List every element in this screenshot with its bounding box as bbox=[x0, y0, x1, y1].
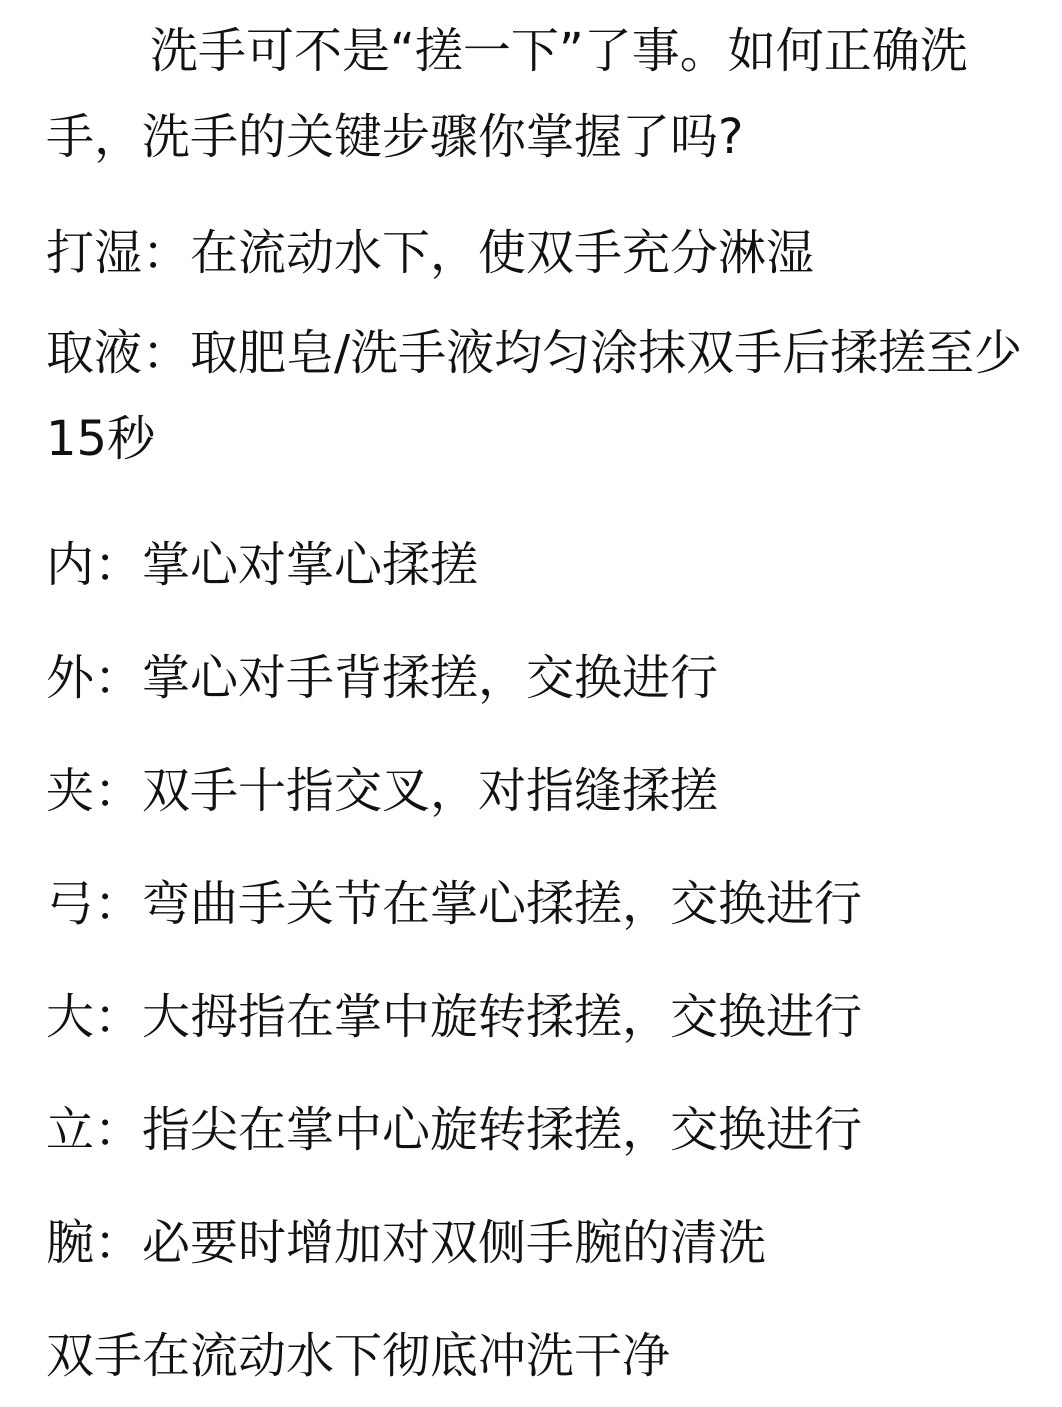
intro-paragraph: 洗手可不是“搓一下”了事。如何正确洗手，洗手的关键步骤你掌握了吗? bbox=[46, 23, 968, 165]
step-soap: 取液：取肥皂/洗手液均匀涂抹双手后揉搓至少15秒 bbox=[46, 325, 1023, 467]
step-bent-fingers: 弓：弯曲手关节在掌心揉搓，交换进行 bbox=[46, 876, 863, 932]
step-palm-to-back: 外：掌心对手背揉搓，交换进行 bbox=[46, 650, 719, 706]
step-rinse: 双手在流动水下彻底冲洗干净 bbox=[46, 1328, 671, 1384]
step-wet: 打湿：在流动水下，使双手充分淋湿 bbox=[46, 225, 815, 281]
step-wrists: 腕：必要时增加对双侧手腕的清洗 bbox=[46, 1215, 767, 1271]
step-fingertips: 立：指尖在掌中心旋转揉搓，交换进行 bbox=[46, 1102, 863, 1158]
step-interlace-fingers: 夹：双手十指交叉，对指缝揉搓 bbox=[46, 763, 719, 819]
step-palm-to-palm: 内：掌心对掌心揉搓 bbox=[46, 537, 479, 593]
step-thumbs: 大：大拇指在掌中旋转揉搓，交换进行 bbox=[46, 989, 863, 1045]
